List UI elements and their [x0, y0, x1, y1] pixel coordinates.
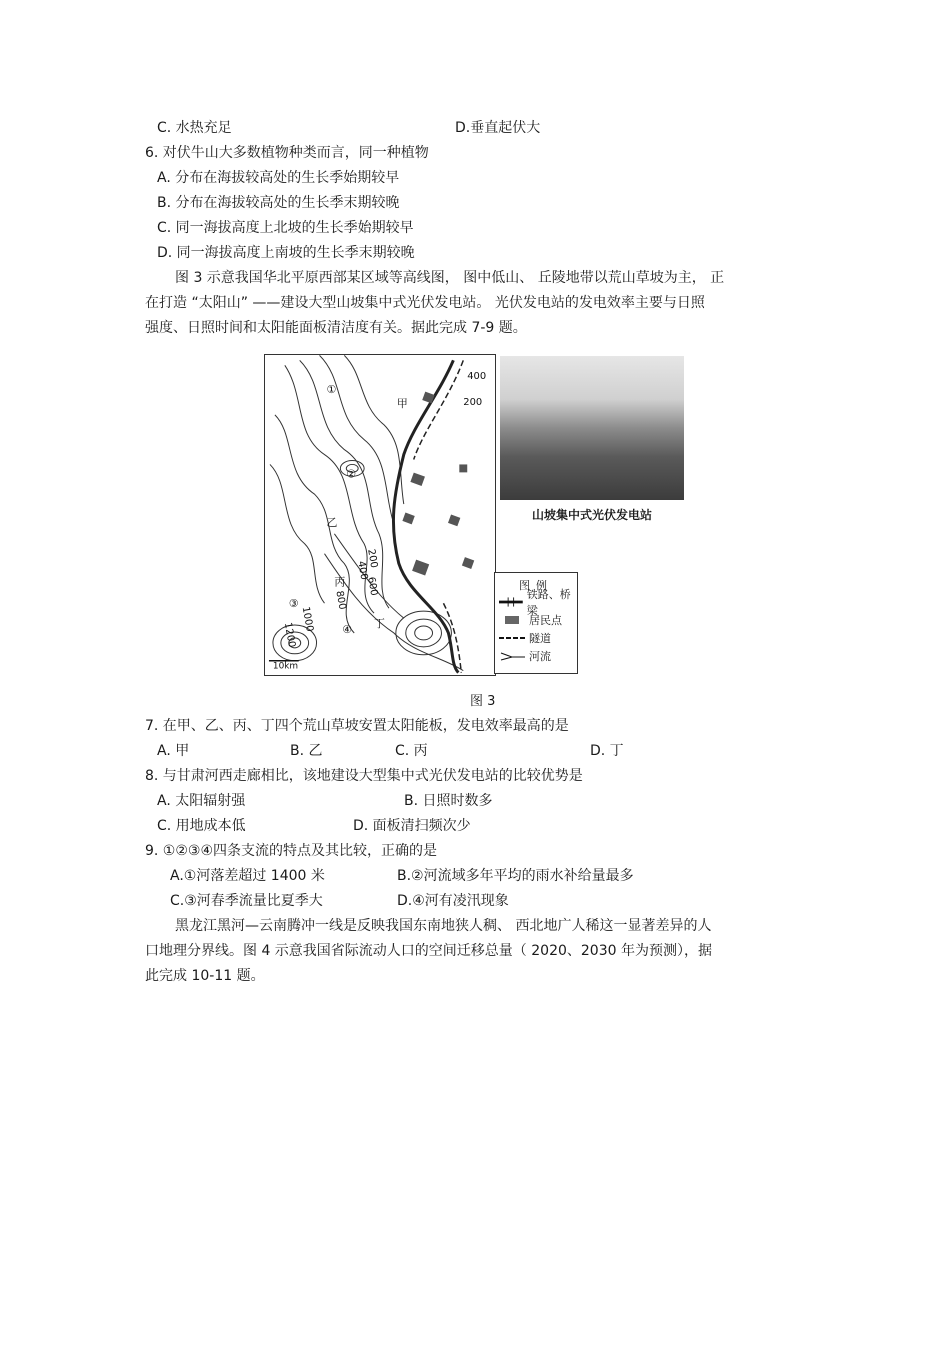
q9-option-b: B.②河流域多年平均的雨水补给量最多: [397, 868, 634, 884]
q6-option-c: C. 同一海拔高度上北坡的生长季始期较早: [157, 220, 414, 236]
legend-title: 图例: [519, 579, 553, 592]
settlement-icon: [499, 615, 525, 625]
paragraph-fig4-line2: 口地理分界线。图 4 示意我国省际流动人口的空间迁移总量（ 2020、2030 年为预测），据: [145, 943, 712, 959]
question-9: 9. ①②③④四条支流的特点及其比较，正确的是: [145, 843, 438, 859]
q8-option-d: D. 面板清扫频次少: [353, 818, 471, 834]
legend-label: 铁路、桥梁: [526, 588, 571, 617]
map-label-1: ①: [326, 383, 337, 397]
paragraph-fig4-line3: 此完成 10-11 题。: [145, 968, 265, 984]
q7-option-b: B. 乙: [290, 743, 323, 759]
legend-item-railway: [495, 588, 577, 617]
contour-map: [264, 354, 496, 676]
question-8: 8. 与甘肃河西走廊相比，该地建设大型集中式光伏发电站的比较优势是: [145, 768, 583, 784]
contour-label-200: 200: [463, 396, 483, 408]
figure-3-label: 图 3: [470, 694, 496, 709]
contour-label-1000: 1000: [299, 605, 315, 633]
solar-station-photo: [500, 356, 684, 500]
q8-option-b: B. 日照时数多: [404, 793, 493, 809]
q8-option-a: A. 太阳辐射强: [157, 793, 246, 809]
river-icon: [499, 651, 525, 661]
map-legend: [494, 572, 578, 674]
q6-option-d: D. 同一海拔高度上南坡的生长季末期较晚: [157, 245, 415, 261]
map-label-yi: 乙: [326, 515, 338, 529]
contour-label-800: 800: [333, 589, 348, 611]
q7-option-c: C. 丙: [395, 743, 428, 759]
paragraph-fig3-line3: 强度、日照时间和太阳能面板清洁度有关。据此完成 7-9 题。: [145, 320, 527, 336]
scale-label: 10km: [272, 661, 299, 672]
legend-label: 居民点: [529, 614, 562, 627]
legend-label: 隧道: [529, 632, 551, 645]
photo-caption: 山坡集中式光伏发电站: [531, 508, 652, 522]
q5-option-d: D.垂直起伏大: [455, 120, 541, 136]
paragraph-fig4-line1: 黑龙江黑河—云南腾冲一线是反映我国东南地狭人稠、 西北地广人稀这一显著差异的人: [175, 918, 712, 934]
legend-item-river: [495, 647, 577, 665]
q7-option-d: D. 丁: [590, 743, 624, 759]
contour-label-200b: 200: [365, 548, 380, 569]
question-6: 6. 对伏牛山大多数植物种类而言，同一种植物: [145, 145, 429, 161]
q5-option-c: C. 水热充足: [157, 120, 232, 136]
contour-label-600: 600: [365, 576, 380, 597]
map-label-jia: 甲: [396, 396, 408, 410]
paragraph-fig3-line2: 在打造 “太阳山” ——建设大型山坡集中式光伏发电站。 光伏发电站的发电效率主要与日照: [145, 295, 705, 311]
paragraph-fig3-line1: 图 3 示意我国华北平原西部某区域等高线图， 图中低山、 丘陵地带以荒山草坡为主， 正: [175, 270, 725, 286]
tunnel-icon: [499, 633, 525, 643]
map-label-bing: 丙: [334, 575, 346, 589]
contour-label-400b: 400: [355, 560, 370, 581]
q8-option-c: C. 用地成本低: [157, 818, 246, 834]
legend-label: 河流: [529, 650, 551, 663]
railway-bridge-icon: [499, 597, 523, 607]
question-7: 7. 在甲、乙、丙、丁四个荒山草坡安置太阳能板，发电效率最高的是: [145, 718, 569, 734]
map-label-ding: 丁: [374, 617, 385, 631]
q9-option-d: D.④河有凌汛现象: [397, 893, 509, 909]
map-label-2: ②: [346, 467, 357, 481]
map-label-4: ④: [342, 622, 353, 636]
q9-option-c: C.③河春季流量比夏季大: [170, 893, 323, 909]
q6-option-a: A. 分布在海拔较高处的生长季始期较早: [157, 170, 400, 186]
q6-option-b: B. 分布在海拔较高处的生长季末期较晚: [157, 195, 400, 211]
contour-label-1200: 1200: [281, 621, 298, 649]
map-label-3: ③: [288, 597, 299, 611]
figure-3: [264, 354, 690, 676]
q7-option-a: A. 甲: [157, 743, 190, 759]
q9-option-a: A.①河落差超过 1400 米: [170, 868, 325, 884]
contour-label-400: 400: [467, 371, 487, 383]
legend-item-tunnel: [495, 629, 577, 647]
